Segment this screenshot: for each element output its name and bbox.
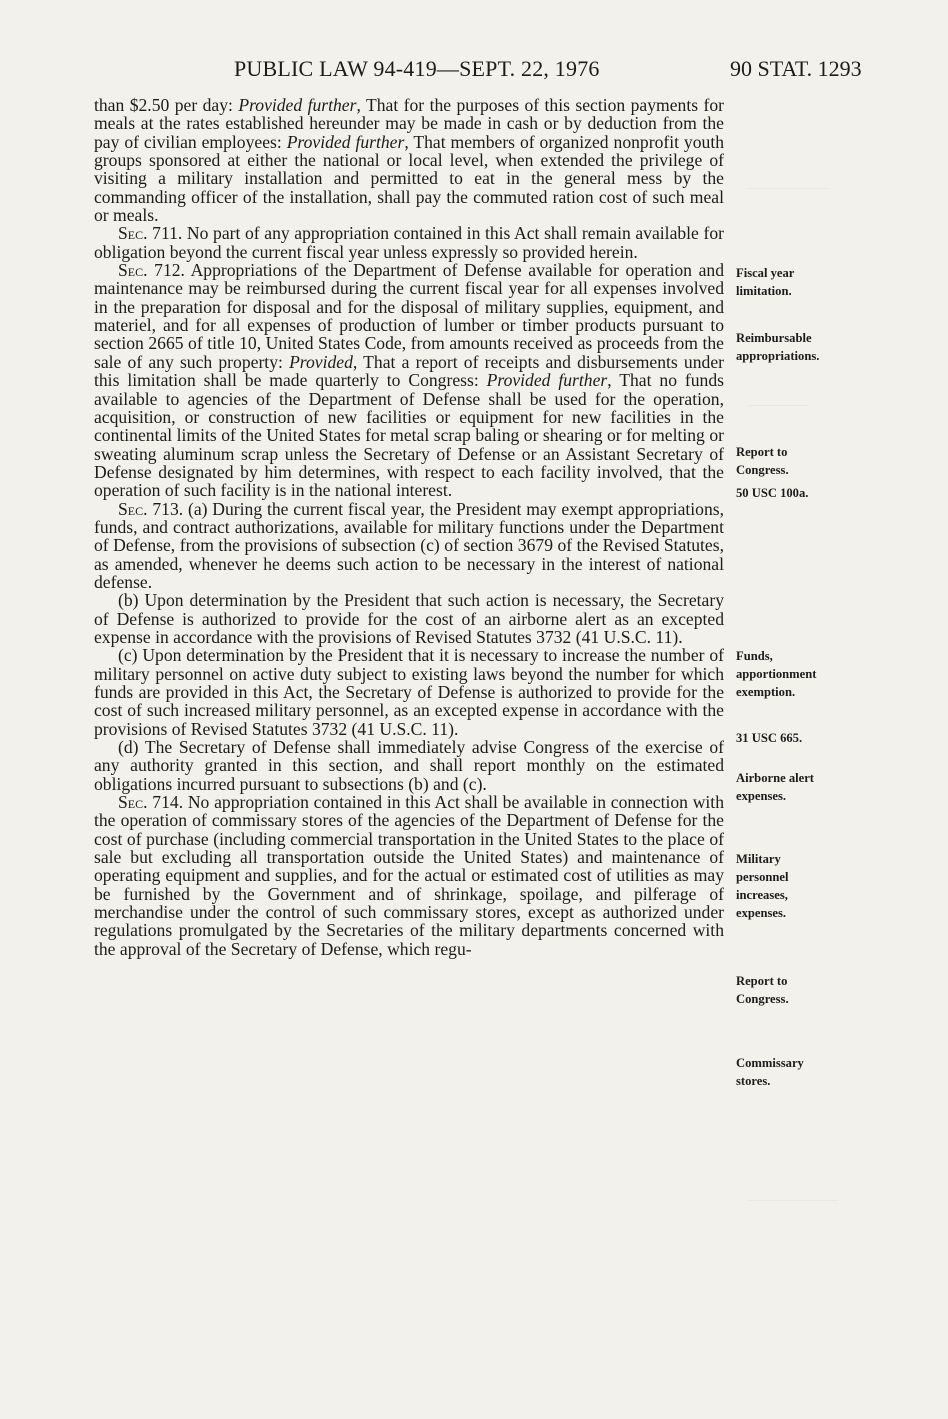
margin-note-line: Military	[736, 852, 781, 866]
margin-note-usc-citation	[736, 729, 856, 747]
margin-note-line: Funds,	[736, 649, 773, 663]
margin-note-line: Airborne alert	[736, 771, 814, 785]
paragraph	[94, 591, 724, 646]
running-header-title: PUBLIC LAW 94-419—SEPT. 22, 1976	[234, 56, 600, 81]
margin-note-reimbursable	[736, 329, 856, 365]
section-label: Sec.	[118, 223, 148, 244]
text-run: than $2.50 per day:	[94, 95, 239, 115]
margin-note-line: Report to	[736, 974, 788, 988]
margin-note-line: Report to	[736, 445, 788, 459]
margin-note-line: stores.	[736, 1074, 771, 1088]
paragraph	[94, 96, 724, 224]
text-run: (b) Upon determination by the President that such action is necessary, the Secretary of Defense is authorized to provide for the cost of an airborne alert as an excepted expense in accordance with the provisions of Revised Statutes 3732 (41 U.S.C. 11).	[94, 590, 724, 647]
margin-note-line: expenses.	[736, 906, 787, 920]
text-run: 712. Appropriations of the Department of Defense available for operation and maintenance may be reimbursed during the current fiscal year for all expenses involved in the preparation for disposal and for the disposal of military supplies, equipment, and materiel, and for all expenses of production of lumber or timber products pursuant to section 2665 of title 10, United States Code, from amounts received as proceeds from the sale of any such property:	[94, 260, 724, 372]
margin-note-line: exemption.	[736, 685, 796, 699]
section-label: Sec.	[118, 498, 148, 519]
text-run: 711. No part of any appropriation contained in this Act shall remain available for obligation beyond the current fiscal year unless expressly so provided herein.	[94, 223, 724, 262]
section-label: Sec.	[118, 260, 148, 281]
margin-note-line: Reimbursable	[736, 331, 812, 345]
text-run: (d) The Secretary of Defense shall immediately advise Congress of the exercise of any authority granted in this section, and shall report monthly on the estimated obligations incurred pursuant to subsections (b) and (c).	[94, 737, 724, 794]
text-run: , That a report of receipts and disbursements under this limitation shall be made quarterly to Congress:	[94, 351, 724, 391]
margin-note-line: increases,	[736, 888, 788, 902]
text-run: , That for the purposes of this section payments for meals at the rates established hereunder may be made in cash or by deduction from the pay of civilian employees:	[94, 95, 724, 152]
margin-note-report-to-congress	[736, 443, 856, 479]
margin-note-line: appropriations.	[736, 349, 820, 363]
margin-note-airborne-alert	[736, 769, 856, 805]
paragraph	[94, 646, 724, 738]
margin-note-line: 50 USC 100a.	[736, 486, 809, 500]
proviso-text: Provided further	[286, 131, 405, 152]
margin-note-line: Congress.	[736, 463, 789, 477]
paragraph	[94, 500, 724, 592]
paragraph	[94, 224, 724, 261]
margin-note-line: personnel	[736, 870, 789, 884]
margin-note-line: Fiscal year	[736, 266, 795, 280]
proviso-text: Provided	[289, 351, 353, 372]
margin-note-usc-citation	[736, 484, 856, 502]
margin-note-funds-apportionment	[736, 647, 856, 701]
margin-note-line: Commissary	[736, 1056, 804, 1070]
proviso-text: Provided further	[486, 370, 608, 391]
bleed-through-mark	[748, 188, 828, 235]
bleed-through-mark	[748, 1200, 838, 1281]
paragraph	[94, 738, 724, 793]
margin-note-line: limitation.	[736, 284, 792, 298]
margin-note-commissary-stores	[736, 1054, 856, 1090]
text-run: (c) Upon determination by the President that it is necessary to increase the number of military personnel on active duty subject to existing laws beyond the number for which funds are provided in this Act, the Secretary of Defense is authorized to provide for the cost of such increased military personnel, as an excepted expense in accordance with the provisions of Revised Statutes 3732 (41 U.S.C. 11).	[94, 645, 724, 739]
margin-note-line: Congress.	[736, 992, 789, 1006]
margin-note-line: 31 USC 665.	[736, 731, 803, 745]
text-run: , That no funds available to agencies of the Department of Defense shall be used for the operation, acquisition, or construction of new facilities or equipment for new facilities in the continental limits of the United States for metal scrap baling or shearing or for melting or sweating aluminum scrap unless the Secretary of Defense or an Assistant Secretary of Defense designated by him determines, with respect to each facility involved, that the operation of such facility is in the national interest.	[94, 370, 724, 501]
text-run: , That members of organized nonprofit youth groups sponsored at either the national or local level, when extended the privilege of visiting a military installation and permitted to eat in the general mess by the commanding officer of the installation, shall pay the commuted ration cost of such meal or meals.	[94, 131, 725, 226]
margin-note-line: apportionment	[736, 667, 817, 681]
text-run: 714. No appropriation contained in this Act shall be available in connection with the operation of commissary stores of the agencies of the Department of Defense for the cost of purchase (including commercial transportation in the United States to the place of sale but excluding all transportation outside the United States) and maintenance of operating equipment and supplies, and for the actual or estimated cost of utilities as may be furnished by the Government and of shrinkage, spoilage, and pilferage of merchandise under the control of such commissary stores, except as authorized under regulations promulgated by the Secretaries of the military departments concerned with the approval of the Secretary of Defense, which regu-	[94, 792, 724, 959]
statute-page-number: 90 STAT. 1293	[730, 56, 862, 81]
paragraph	[94, 793, 724, 958]
proviso-text: Provided further	[238, 95, 357, 115]
section-label: Sec.	[118, 792, 148, 813]
margin-note-fiscal-year	[736, 264, 856, 300]
margin-note-line: expenses.	[736, 789, 787, 803]
text-run: 713. (a) During the current fiscal year, the President may exempt appropriations, funds, and contract authorizations, available for military functions under the Department of Defense, from the provisions of subsection (c) of section 3679 of the Revised Statutes, as amended, whenever he deems such action to be necessary in the interest of national defense.	[94, 498, 724, 592]
body-text	[94, 96, 724, 958]
margin-note-military-personnel	[736, 850, 856, 922]
paragraph	[94, 261, 724, 499]
bleed-through-mark	[748, 405, 808, 436]
margin-note-report-to-congress	[736, 972, 856, 1008]
